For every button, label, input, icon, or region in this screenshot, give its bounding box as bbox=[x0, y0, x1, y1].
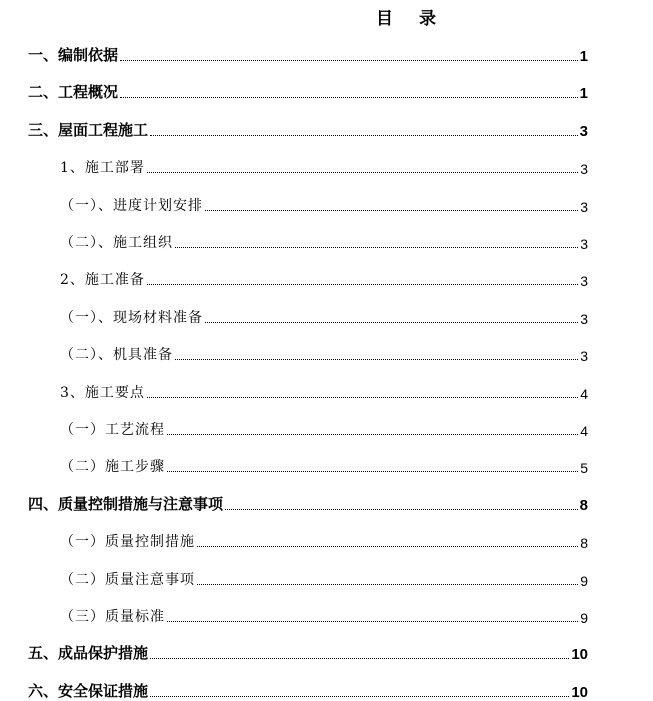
toc-dot-leader bbox=[147, 396, 578, 398]
toc-entry[interactable] bbox=[60, 598, 588, 626]
toc-entry-text: （一）工艺流程 bbox=[60, 422, 165, 438]
toc-entry[interactable] bbox=[60, 411, 588, 439]
toc-entry[interactable] bbox=[28, 74, 588, 102]
toc-dot-leader bbox=[147, 171, 578, 173]
toc-entry-page-number: 3 bbox=[579, 122, 588, 140]
toc-entry-text: 2、施工准备 bbox=[60, 272, 145, 289]
toc-entry-page-number: 4 bbox=[580, 423, 588, 439]
toc-entry[interactable] bbox=[60, 224, 588, 252]
toc-entry-page-number: 3 bbox=[580, 198, 588, 215]
toc-dot-leader bbox=[205, 321, 578, 323]
toc-entry[interactable] bbox=[28, 112, 588, 140]
toc-entry[interactable] bbox=[60, 336, 588, 364]
toc-entry-text: 一、编制依据 bbox=[28, 46, 119, 64]
toc-entry-page-number: 3 bbox=[580, 236, 588, 252]
toc-entry-page-number: 8 bbox=[579, 496, 588, 514]
toc-entry[interactable] bbox=[60, 374, 588, 402]
toc-dot-leader bbox=[197, 545, 578, 547]
toc-entry-text: （二）施工步骤 bbox=[60, 459, 165, 476]
toc-entry-text: （二）、机具准备 bbox=[60, 347, 173, 364]
toc-dot-leader bbox=[175, 246, 578, 248]
toc-entry-page-number: 10 bbox=[571, 646, 588, 664]
toc-entry-page-number: 3 bbox=[580, 161, 588, 178]
toc-entry[interactable] bbox=[60, 261, 588, 289]
toc-title: 目 录 bbox=[376, 9, 446, 29]
toc-dot-leader bbox=[167, 433, 578, 435]
toc-entry-text: 3、施工要点 bbox=[60, 384, 145, 401]
toc-entry[interactable] bbox=[28, 37, 588, 65]
toc-dot-leader bbox=[120, 59, 578, 61]
toc-entry-text: 1、施工部署 bbox=[60, 160, 145, 177]
toc-entry[interactable] bbox=[28, 635, 588, 663]
toc-entry-text: （一）、现场材料准备 bbox=[60, 309, 203, 326]
toc-entry-text: 六、安全保证措施 bbox=[28, 681, 149, 700]
toc-entry-page-number: 9 bbox=[580, 572, 588, 589]
toc-dot-leader bbox=[150, 657, 569, 659]
toc-entry-text: （一）、进度计划安排 bbox=[60, 197, 203, 214]
toc-entry[interactable] bbox=[28, 673, 588, 701]
toc-dot-leader bbox=[150, 134, 578, 136]
toc-entry-page-number: 1 bbox=[579, 48, 588, 65]
toc-entry[interactable] bbox=[60, 448, 588, 476]
toc-dot-leader bbox=[120, 96, 578, 98]
toc-entry-text: （一）质量控制措施 bbox=[60, 534, 195, 551]
toc-entry-page-number: 4 bbox=[580, 385, 588, 402]
toc-entry[interactable] bbox=[60, 187, 588, 215]
toc-entry-page-number: 3 bbox=[580, 348, 588, 365]
toc-entry[interactable] bbox=[28, 486, 588, 514]
toc-entry-page-number: 3 bbox=[580, 273, 588, 290]
toc-dot-leader bbox=[167, 620, 578, 622]
toc-entry-page-number: 5 bbox=[580, 460, 588, 477]
toc-entry-text: 二、工程概况 bbox=[28, 83, 119, 102]
toc-entry-page-number: 8 bbox=[580, 535, 588, 552]
toc-dot-leader bbox=[205, 209, 578, 211]
toc-entry[interactable] bbox=[60, 523, 588, 551]
toc-entry[interactable] bbox=[60, 149, 588, 177]
toc-dot-leader bbox=[167, 470, 578, 472]
toc-dot-leader bbox=[197, 583, 578, 585]
toc-entry-text: （二）质量注意事项 bbox=[60, 571, 195, 588]
toc-entry-page-number: 3 bbox=[580, 310, 588, 327]
toc-dot-leader bbox=[147, 283, 578, 285]
toc-entry-page-number: 10 bbox=[571, 683, 588, 701]
toc-entry-text: 五、成品保护措施 bbox=[28, 644, 149, 663]
toc-entry-text: 四、质量控制措施与注意事项 bbox=[28, 494, 224, 513]
toc-dot-leader bbox=[150, 695, 569, 697]
toc-entry[interactable] bbox=[60, 561, 588, 589]
toc-entry-text: （三）质量标准 bbox=[60, 609, 165, 625]
toc-dot-leader bbox=[175, 358, 578, 360]
toc-entry-text: 三、屋面工程施工 bbox=[28, 120, 149, 139]
toc-entry-text: （二）、施工组织 bbox=[60, 235, 173, 251]
toc-entry-page-number: 1 bbox=[579, 85, 588, 103]
toc-entry[interactable] bbox=[60, 299, 588, 327]
toc-dot-leader bbox=[225, 508, 578, 510]
toc-entry-page-number: 9 bbox=[580, 610, 588, 626]
